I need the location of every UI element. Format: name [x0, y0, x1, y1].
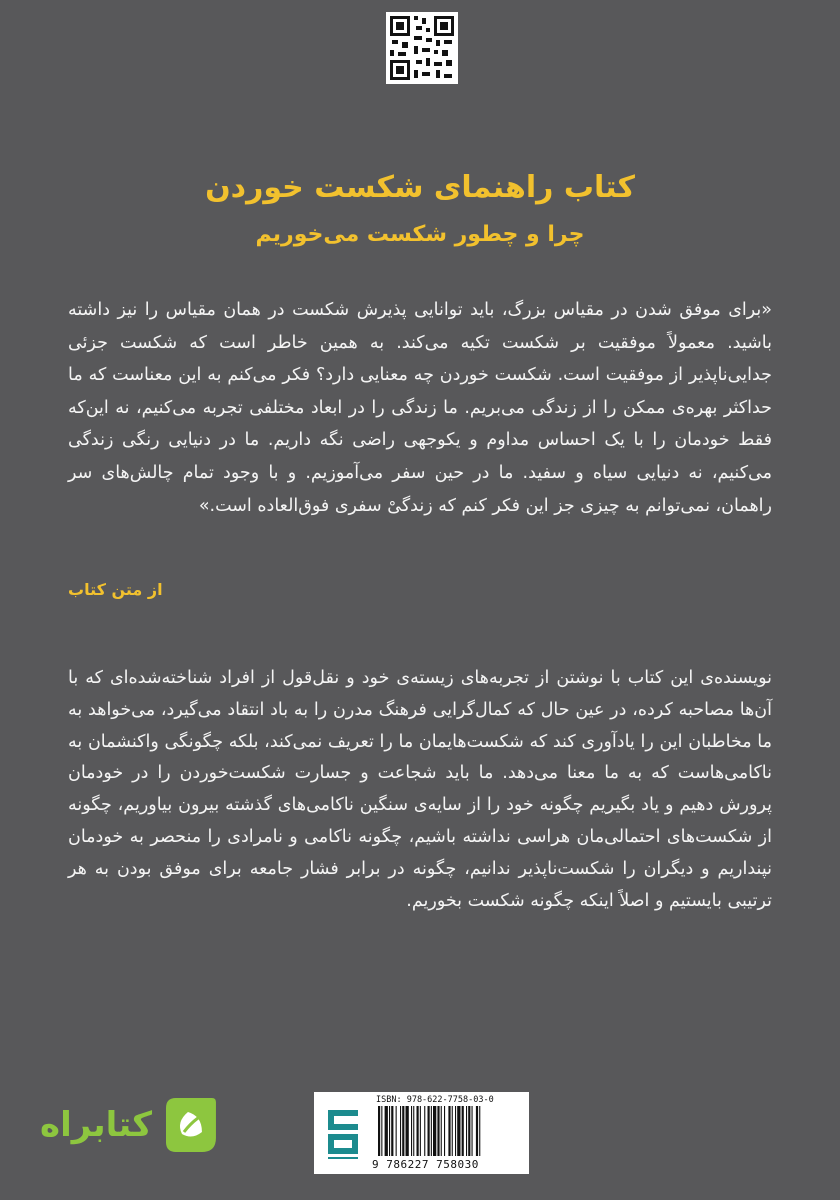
- quote-source: از متن کتاب: [68, 580, 163, 599]
- book-subtitle: چرا و چطور شکست می‌خوریم: [255, 222, 585, 247]
- ketabrah-logo-text: کتابراه: [40, 1105, 153, 1145]
- book-quote: «برای موفق شدن در مقیاس بزرگ، باید توانایی پذیرش شکست در همان مقیاس را نیز داشته باشید. معمولاً موفقیت بر شکست تکیه می‌کند. به همین خاطر است که شکست جزئی جدایی‌ناپذیر از موفقیت است. شکست خوردن چه معنایی دارد؟ فکر می‌کنم به این معناست که ما حداکثر بهره‌ی ممکن را از زندگی می‌بریم. ما زندگی را در ابعاد مختلفی تجربه می‌کنیم، نه این‌که فقط خودمان را با یک احساس مداوم و یکوجهی راضی نگه داریم. ما در دنیایی رنگی زندگی می‌کنیم، نه دنیایی سیاه و سفید. ما در حین سفر می‌آموزیم. و با وجود تمام چالش‌های سر راهمان، نمی‌توانم به چیزی جز این فکر کنم که زندگیْ سفری فوق‌العاده است.»: [68, 300, 772, 516]
- book-description: نویسنده‌ی این کتاب با نوشتن از تجربه‌های زیسته‌ی خود و نقل‌قول از افراد شناخته‌شده‌ای که با آن‌ها مصاحبه کرده، در عین حال که کمال‌گرایی فرهنگ مدرن را به باد انتقاد می‌گیرد، می‌خواهد به ما مخاطبان این را یادآوری کند که شکست‌هایمان ما را تعریف نمی‌کند، بلکه چگونگی واکنشمان به ناکامی‌هاست که به ما معنا می‌دهد. ما باید شجاعت و جسارت شکست‌خوردن را در خودمان پرورش دهیم و یاد بگیریم چگونه خود را از سایه‌ی سنگین ناکامی‌های گذشته بیرون بیاوریم، چگونه از شکست‌های احتمالی‌مان هراسی نداشته باشیم، چگونه ناکامی و نامرادی را منحصر به خودمان نپنداریم و دیگران را شکست‌ناپذیر ندانیم، چگونه در برابر فشار جامعه برای موفق بودن به هر ترتیبی بایستیم و اصلاً اینکه چگونه شکست بخوریم.: [68, 668, 772, 911]
- book-title: کتاب راهنمای شکست خوردن: [205, 170, 635, 205]
- barcode-bars: [376, 1106, 522, 1158]
- publisher-logo-icon: [320, 1102, 366, 1164]
- barcode-digits: 9 786227 758030: [372, 1158, 479, 1171]
- ketabrah-logo: [40, 1090, 220, 1160]
- ketabrah-leaf-icon: [158, 1094, 220, 1156]
- isbn-label: ISBN: 978-622-7758-03-0: [376, 1095, 494, 1105]
- isbn-barcode: [314, 1092, 529, 1174]
- qr-code: [386, 12, 458, 84]
